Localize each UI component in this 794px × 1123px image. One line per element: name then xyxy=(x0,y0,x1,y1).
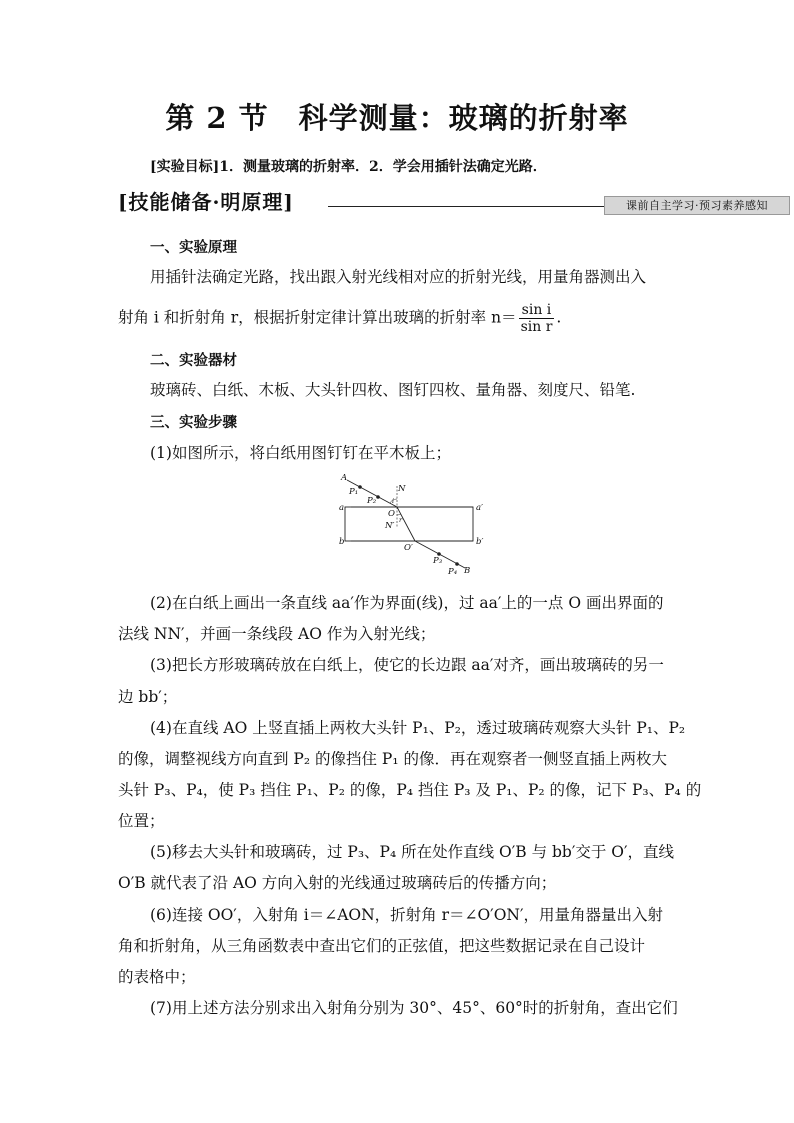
step-4-line-4: 位置； xyxy=(118,812,165,830)
refraction-diagram xyxy=(338,470,492,580)
principle-heading: 一、实验原理 xyxy=(150,239,237,256)
section-rule xyxy=(328,206,604,207)
pin-p1 xyxy=(358,485,362,489)
section-title: [技能储备·明原理] xyxy=(118,190,294,214)
label-O-prime: O′ xyxy=(404,543,413,553)
principle-line-2 xyxy=(118,302,561,335)
step-6-line-1: (6)连接 OO′，入射角 i＝∠AON，折射角 r＝∠O′ON′，用量角器量出入射 xyxy=(150,906,663,924)
label-P2: P₂ xyxy=(367,496,377,506)
steps-heading: 三、实验步骤 xyxy=(150,414,237,431)
formula-numerator: sin i xyxy=(519,302,555,319)
label-O: O xyxy=(388,509,395,519)
step-4-line-2: 的像，调整视线方向直到 P₂ 的像挡住 P₁ 的像．再在观察者一侧竖直插上两枚大 xyxy=(118,750,667,768)
step-6-line-2: 角和折射角，从三角函数表中查出它们的正弦值，把这些数据记录在自己设计 xyxy=(118,937,646,955)
step-3-line-2: 边 bb′； xyxy=(118,688,178,706)
principle-line-2-end: . xyxy=(556,308,562,327)
label-a-prime: a′ xyxy=(476,503,483,513)
label-P1: P₁ xyxy=(349,487,359,497)
principle-line-2-text: 射角 i 和折射角 r，根据折射定律计算出玻璃的折射率 n＝ xyxy=(118,308,517,327)
equipment-heading: 二、实验器材 xyxy=(150,352,237,369)
label-b: b xyxy=(339,537,345,547)
label-a: a xyxy=(339,503,345,513)
formula-denominator: sin r xyxy=(520,319,553,335)
step-3-line-1: (3)把长方形玻璃砖放在白纸上，使它的长边跟 aa′对齐，画出玻璃砖的另一 xyxy=(150,656,664,674)
refracted-ray xyxy=(397,507,415,541)
label-r: r xyxy=(399,516,403,524)
glass-block xyxy=(345,507,473,541)
step-4-line-1: (4)在直线 AO 上竖直插上两枚大头针 P₁、P₂，透过玻璃砖观察大头针 P₁、P₂ xyxy=(150,719,686,737)
label-N-prime: N′ xyxy=(385,521,395,531)
step-2-line-1: (2)在白纸上画出一条直线 aa′作为界面(线)，过 aa′上的一点 O 画出界面的 xyxy=(150,594,664,612)
label-A: A xyxy=(341,473,348,483)
label-N: N xyxy=(398,484,406,494)
step-6-line-3: 的表格中； xyxy=(118,968,196,986)
equipment-text: 玻璃砖、白纸、木板、大头针四枚、图钉四枚、量角器、刻度尺、铅笔. xyxy=(150,381,636,399)
step-2-line-2: 法线 NN′，并画一条线段 AO 作为入射光线； xyxy=(118,625,436,643)
page-title: 第 2 节 科学测量：玻璃的折射率 xyxy=(165,101,629,135)
step-7-line-1: (7)用上述方法分别求出入射角分别为 30°、45°、60°时的折射角，查出它们 xyxy=(150,999,678,1017)
step-4-line-3: 头针 P₃、P₄，使 P₃ 挡住 P₁、P₂ 的像，P₄ 挡住 P₃ 及 P₁、P₂ 的像，记下 P₃、P₄ 的 xyxy=(118,781,702,799)
step-5-line-2: O′B 就代表了沿 AO 方向入射的光线通过玻璃砖后的传播方向； xyxy=(118,874,557,892)
step-1: (1)如图所示，将白纸用图钉钉在平木板上； xyxy=(150,444,451,462)
label-B: B xyxy=(464,566,471,576)
experiment-goal: [实验目标]1．测量玻璃的折射率．2．学会用插针法确定光路． xyxy=(150,159,547,175)
label-P3: P₃ xyxy=(433,556,443,566)
angle-r-arc xyxy=(397,514,401,515)
section-header xyxy=(118,186,790,212)
label-i: i xyxy=(392,497,395,505)
section-badge: 课前自主学习·预习素养感知 xyxy=(604,196,790,215)
step-5-line-1: (5)移去大头针和玻璃砖，过 P₃、P₄ 所在处作直线 O′B 与 bb′交于 O′，直线 xyxy=(150,843,675,861)
label-b-prime: b′ xyxy=(476,537,484,547)
pin-p2 xyxy=(376,495,380,499)
label-P4: P₄ xyxy=(448,567,458,577)
principle-line-1: 用插针法确定光路，找出跟入射光线相对应的折射光线，用量角器测出入 xyxy=(150,268,647,286)
pin-p4 xyxy=(455,562,459,566)
refraction-formula xyxy=(519,302,555,335)
